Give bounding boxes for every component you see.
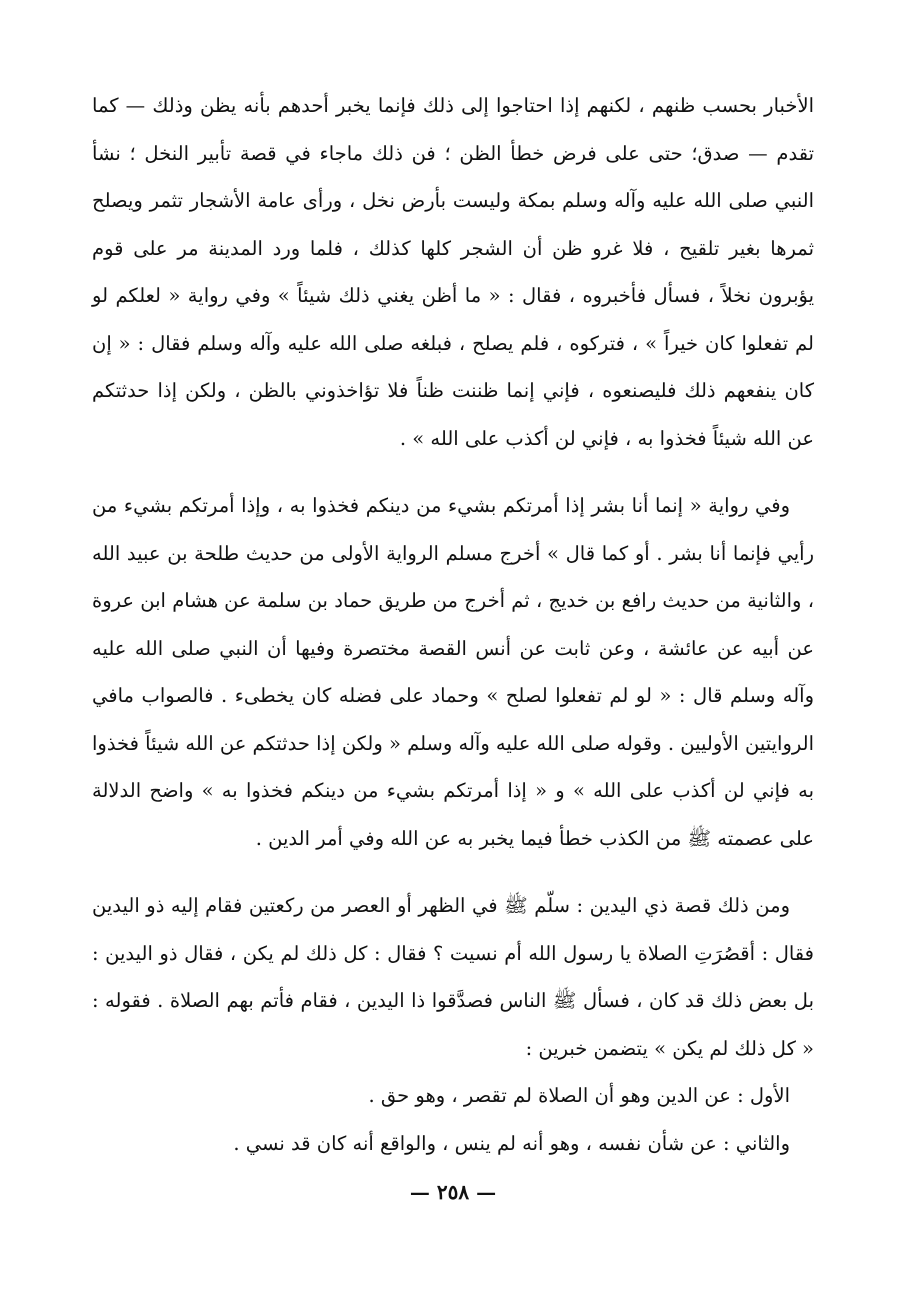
paragraph-narrations: وفي رواية « إنما أنا بشر إذا أمرتكم بشيء من دينكم فخذوا به ، وإذا أمرتكم بشيء من رأيي فإنما أنا بشر . أو كما قال » أخرج مسلم الرواية الأولى من حديث طلحة بن عبيد الله ، والثانية من حديث رافع بن خديج ، ثم أخرج من طريق حماد بن سلمة عن هشام ابن عروة عن أبيه عن عائشة ، وعن ثابت عن أنس القصة مختصرة وفيها أن النبي صلى الله عليه وآله وسلم قال : « لو لم تفعلوا لصلح » وحماد على فضله كان يخطىء . فالصواب مافي الروايتين الأوليين . وقوله صلى الله عليه وآله وسلم « ولكن إذا حدثتكم عن الله شيئاً فخذوا به فإني لن أكذب على الله » و « إذا أمرتكم بشيء من دينكم فخذوا به » واضح الدلالة على عصمته ﷺ من الكذب خطأ فيما يخبر به عن الله وفي أمر الدين . bbox=[91, 494, 814, 850]
list-item-first: الأول : عن الدين وهو أن الصلاة لم تقصر ، وهو حق . bbox=[368, 1084, 790, 1107]
page-body bbox=[92, 82, 814, 1167]
paragraph-dhul-yadayn: ومن ذلك قصة ذي اليدين : سلّم ﷺ في الظهر أو العصر من ركعتين فقام إليه ذو اليدين فقال : أقصُرَتِ الصلاة يا رسول الله أم نسيت ؟ فقال : كل ذلك لم يكن ، فقال ذو اليدين : بل بعض ذلك قد كان ، فسأل ﷺ الناس فصدَّقوا ذا اليدين ، فقام فأتم بهم الصلاة . فقوله : « كل ذلك لم يكن » يتضمن خبرين : bbox=[92, 894, 814, 1060]
paragraph-pollination-story: الأخبار بحسب ظنهم ، لكنهم إذا احتاجوا إلى ذلك فإنما يخبر أحدهم بأنه يظن وذلك — كما تقدم — صدق؛ حتى على فرض خطأ الظن ؛ فن ذلك ماجاء في قصة تأبير النخل ؛ نشأ النبي صلى الله عليه وآله وسلم بمكة وليست بأرض نخل ، ورأى عامة الأشجار تثمر ويصلح ثمرها بغير تلقيح ، فلا غرو ظن أن الشجر كلها كذلك ، فلما ورد المدينة مر على قوم يؤبرون نخلاً ، فسأل فأخبروه ، فقال : « ما أظن يغني ذلك شيئاً » وفي رواية « لعلكم لو لم تفعلوا كان خيراً » ، فتركوه ، فلم يصلح ، فبلغه صلى الله عليه وآله وسلم فقال : « إن كان ينفعهم ذلك فليصنعوه ، فإني إنما ظننت ظناً فلا تؤاخذوني بالظن ، ولكن إذا حدثتكم عن الله شيئاً فخذوا به ، فإني لن أكذب على الله » . bbox=[92, 94, 814, 450]
page-number: — ٢٥٨ — bbox=[409, 1180, 497, 1204]
list-item-second: والثاني : عن شأن نفسه ، وهو أنه لم ينس ، والواقع أنه كان قد نسي . bbox=[233, 1131, 790, 1155]
